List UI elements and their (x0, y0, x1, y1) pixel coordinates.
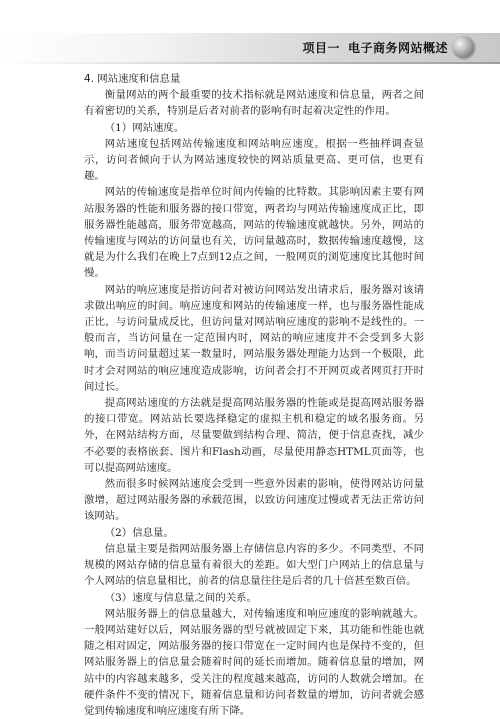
paragraph-unexpected-factors: 然而很多时候网站速度会受到一些意外因素的影响，使得网站访问量激增，超过网站服务器的承载范围，以致访问速度过慢或者无法正常访问该网站。 (84, 478, 424, 523)
paragraph-response-speed: 网站的响应速度是指访问者对被访问网站发出请求后，服务器对该请求做出响应的时间。响应速度和网站的传输速度一样，也与服务器性能成正比，与访问量成反比，但访问量对网站响应速度的影响不是线性的。一般而言，当访问量在一定范围内时，网站的响应速度并不会受到多大影响，而当访问量超过某一数量时，网站服务器处理能力达到一个极限，此时才会对网站的响应速度造成影响，访问者会打不开网页或者网页打开时间过长。 (84, 283, 424, 393)
subheading-speed: （1）网站速度。 (104, 121, 185, 134)
sphere-ornament-icon (452, 36, 474, 58)
chapter-title: 电子商务网站概述 (347, 41, 448, 55)
paragraph-improve-speed: 提高网站速度的方法就是提高网站服务器的性能或是提高网站服务器的接口带宽。网站站长要选择稳定的虚拟主机和稳定的域名服务商。另外，在网站结构方面，尽量要做到结构合理、简洁，便于信息查找，减少不必要的表格嵌套、图片和Flash动画，尽量使用静态HTML页面等，也可以提高网站速度。 (84, 397, 424, 474)
paragraph-transfer-speed: 网站的传输速度是指单位时间内传输的比特数。其影响因素主要有网站服务器的性能和服务器的接口带宽，两者均与网站传输速度成正比，即服务器性能越高，服务带宽越高，网站的传输速度就越快。另外，网站的传输速度与网站的访问量也有关，访问量越高时，数据传输速度越慢，这就是为什么我们在晚上7点到12点之间，一般网页的浏览速度比其他时间慢。 (84, 186, 424, 280)
intro-paragraph: 衡量网站的两个最重要的技术指标就是网站速度和信息量，两者之间有着密切的关系，特别是后者对前者的影响有时起着决定性的作用。 (84, 89, 424, 118)
subheading-information: （2）信息量。 (104, 526, 174, 539)
subheading-relationship: （3）速度与信息量之间的关系。 (104, 591, 257, 604)
section-heading: 4. 网站速度和信息量 (84, 73, 181, 85)
paragraph-information-volume: 信息量主要是指网站服务器上存储信息内容的多少。不同类型、不同规模的网站存储的信息量有着很大的差距。如大型门户网站上的信息量与个人网站的信息量相比，前者的信息量往往是后者的几十倍甚至数百倍。 (84, 542, 424, 588)
chapter-header-rule (0, 62, 500, 64)
project-label: 项目一 (302, 41, 340, 55)
chapter-header-title (302, 38, 448, 58)
page-body (84, 71, 424, 719)
paragraph-speed-definition: 网站速度包括网站传输速度和网站响应速度。根据一些抽样调查显示，访问者倾向于认为网站速度较快的网站质量更高、更可信，也更有趣。 (84, 137, 424, 183)
paragraph-relationship: 网站服务器上的信息量越大，对传输速度和响应速度的影响就越大。一般网站建好以后，网站服务器的型号就被固定下来，其功能和性能也就随之相对固定，网站服务器的接口带宽在一定时间内也是保持不变的，但网站服务器上的信息量会随着时间的延长而增加。随着信息量的增加，网站中的内容越来越多，受关注的程度越来越高，访问的人数就会增加。在硬件条件不变的情况下，随着信息量和访问者数量的增加，访问者就会感觉到传输速度和响应速度有所下降。 (84, 607, 424, 717)
